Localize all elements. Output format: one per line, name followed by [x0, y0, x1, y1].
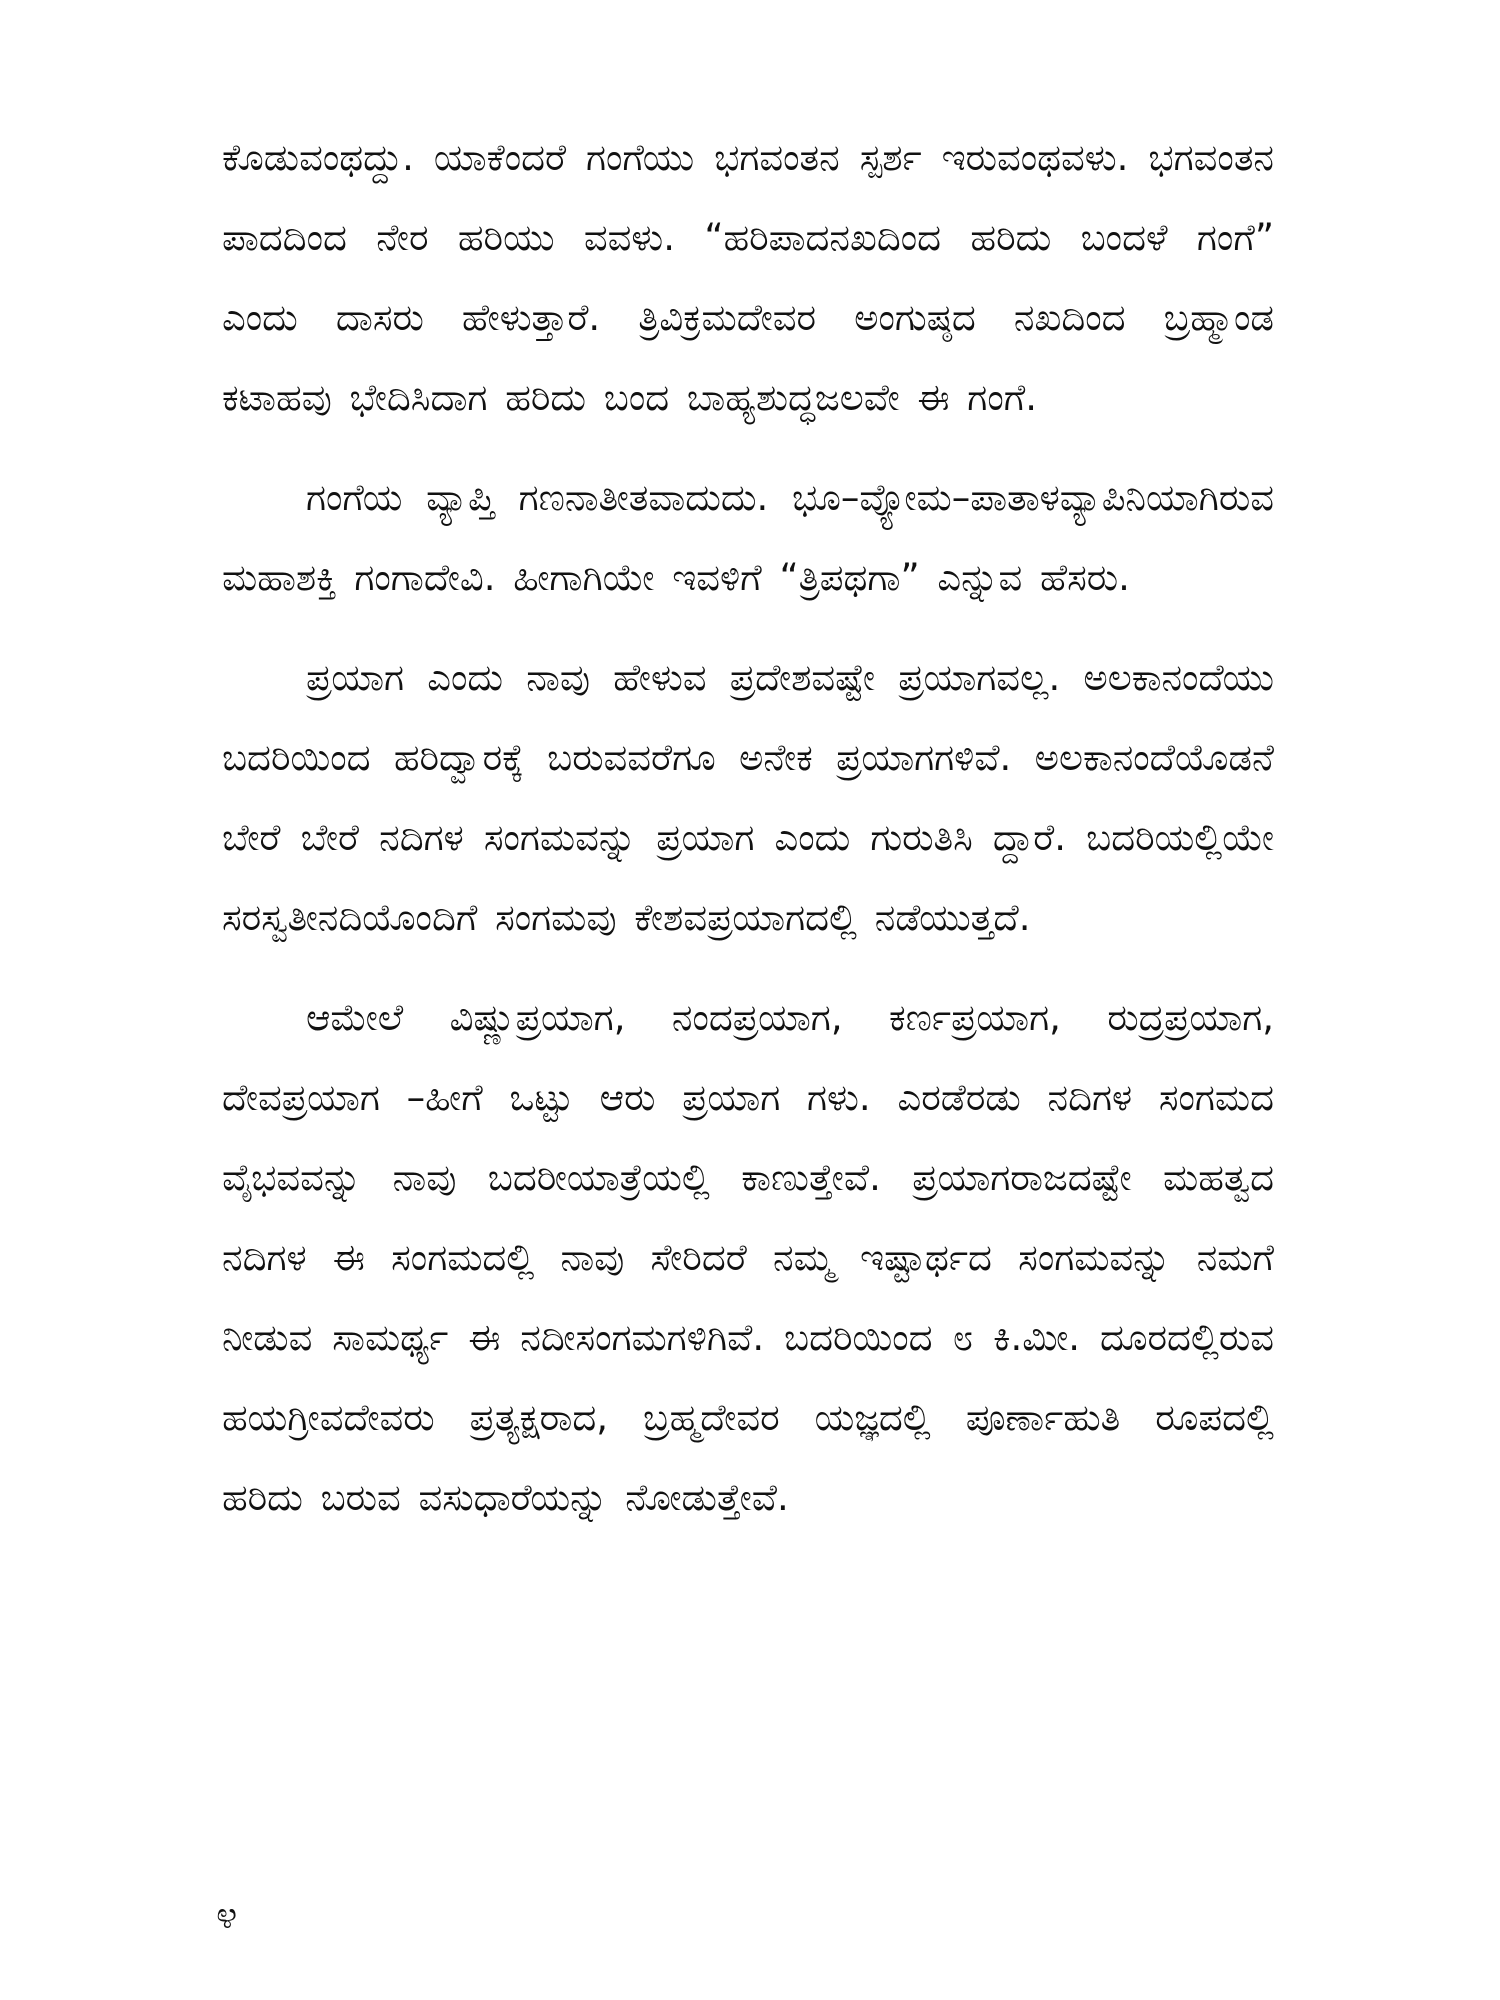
page-number: ೪	[216, 1893, 238, 1937]
paragraph-continued: ಕೊಡುವಂಥದ್ದು. ಯಾಕೆಂದರೆ ಗಂಗೆಯು ಭಗವಂತನ ಸ್ಪರ್ಶ ಇರುವಂಥವಳು. ಭಗವಂತನ ಪಾದದಿಂದ ನೇರ ಹರಿಯು ವವಳು. “ಹರಿಪಾದನಖದಿಂದ ಹರಿದು ಬಂದಳೆ ಗಂಗೆ” ಎಂದು ದಾಸರು ಹೇಳುತ್ತಾರೆ. ತ್ರಿವಿಕ್ರಮದೇವರ ಅಂಗುಷ್ಠದ ನಖದಿಂದ ಬ್ರಹ್ಮಾಂಡ ಕಟಾಹವು ಭೇದಿಸಿದಾಗ ಹರಿದು ಬಂದ ಬಾಹ್ಯಶುದ್ಧಜಲವೇ ಈ ಗಂಗೆ.	[222, 136, 1274, 419]
paragraph-prayaga-list: ಆಮೇಲೆ ವಿಷ್ಣುಪ್ರಯಾಗ, ನಂದಪ್ರಯಾಗ, ಕರ್ಣಪ್ರಯಾಗ, ರುದ್ರಪ್ರಯಾಗ, ದೇವಪ್ರಯಾಗ –ಹೀಗೆ ಒಟ್ಟು ಆರು ಪ್ರಯಾಗ ಗಳು. ಎರಡೆರಡು ನದಿಗಳ ಸಂಗಮದ ವೈಭವವನ್ನು ನಾವು ಬದರೀಯಾತ್ರೆಯಲ್ಲಿ ಕಾಣುತ್ತೇವೆ. ಪ್ರಯಾಗರಾಜದಷ್ಟೇ ಮಹತ್ವದ ನದಿಗಳ ಈ ಸಂಗಮದಲ್ಲಿ ನಾವು ಸೇರಿದರೆ ನಮ್ಮ ಇಷ್ಟಾರ್ಥದ ಸಂಗಮವನ್ನು ನಮಗೆ ನೀಡುವ ಸಾಮರ್ಥ್ಯ ಈ ನದೀಸಂಗಮಗಳಿಗಿವೆ. ಬದರಿಯಿಂದ ೮ ಕಿ.ಮೀ. ದೂರದಲ್ಲಿರುವ ಹಯಗ್ರೀವದೇವರು ಪ್ರತ್ಯಕ್ಷರಾದ, ಬ್ರಹ್ಮದೇವರ ಯಜ್ಞದಲ್ಲಿ ಪೂರ್ಣಾಹುತಿ ರೂಪದಲ್ಲಿ ಹರಿದು ಬರುವ ವಸುಧಾರೆಯನ್ನು ನೋಡುತ್ತೇವೆ.	[222, 996, 1274, 1519]
paragraph-ganga-vyapti: ಗಂಗೆಯ ವ್ಯಾಪ್ತಿ ಗಣನಾತೀತವಾದುದು. ಭೂ–ವ್ಯೋಮ–ಪಾತಾಳವ್ಯಾಪಿನಿಯಾಗಿರುವ ಮಹಾಶಕ್ತಿ ಗಂಗಾದೇವಿ. ಹೀಗಾಗಿಯೇ ಇವಳಿಗೆ “ತ್ರಿಪಥಗಾ” ಎನ್ನುವ ಹೆಸರು.	[222, 476, 1274, 599]
paragraph-prayaga: ಪ್ರಯಾಗ ಎಂದು ನಾವು ಹೇಳುವ ಪ್ರದೇಶವಷ್ಟೇ ಪ್ರಯಾಗವಲ್ಲ. ಅಲಕಾನಂದೆಯು ಬದರಿಯಿಂದ ಹರಿದ್ವಾರಕ್ಕೆ ಬರುವವರೆಗೂ ಅನೇಕ ಪ್ರಯಾಗಗಳಿವೆ. ಅಲಕಾನಂದೆಯೊಡನೆ ಬೇರೆ ಬೇರೆ ನದಿಗಳ ಸಂಗಮವನ್ನು ಪ್ರಯಾಗ ಎಂದು ಗುರುತಿಸಿ ದ್ದಾರೆ. ಬದರಿಯಲ್ಲಿಯೇ ಸರಸ್ವತೀನದಿಯೊಂದಿಗೆ ಸಂಗಮವು ಕೇಶವಪ್ರಯಾಗದಲ್ಲಿ ನಡೆಯುತ್ತದೆ.	[222, 656, 1274, 939]
body-text	[222, 118, 1274, 1538]
